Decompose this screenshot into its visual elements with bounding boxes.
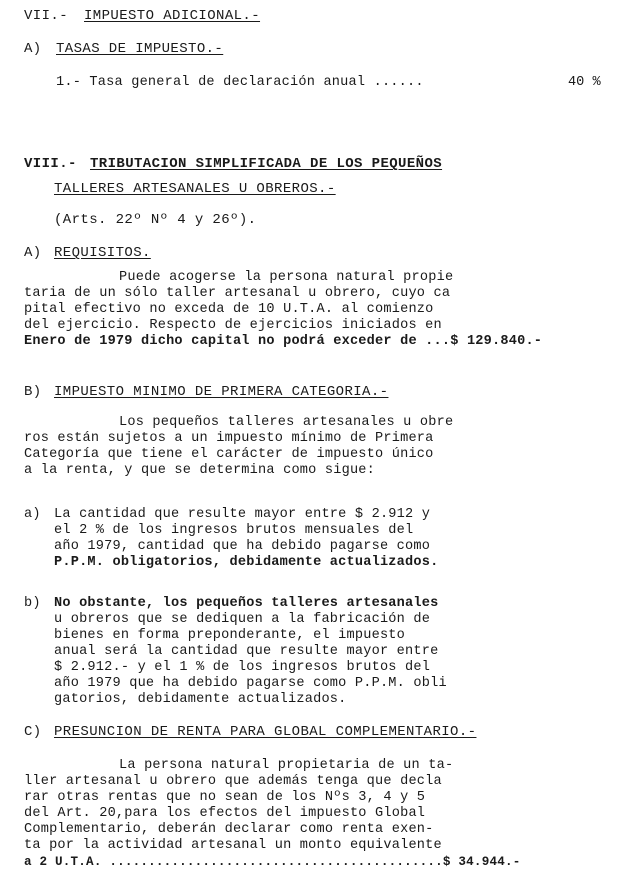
- section-7-a-label: A): [24, 41, 42, 57]
- item-a-line: el 2 % de los ingresos brutos mensuales del: [54, 523, 414, 538]
- item-b-label: b): [24, 596, 41, 611]
- impuesto-minimo-line: a la renta, y que se determina como sigue:: [24, 463, 376, 478]
- item-b-line: u obreros que se dediquen a la fabricación de: [54, 612, 431, 627]
- item-b-line: gatorios, debidamente actualizados.: [54, 692, 347, 707]
- section-8-articles: (Arts. 22º Nº 4 y 26º).: [54, 212, 257, 228]
- section-7-number: VII.-: [24, 8, 69, 24]
- subsection-c-title: PRESUNCION DE RENTA PARA GLOBAL COMPLEMENTARIO.-: [54, 724, 477, 740]
- subsection-a-title: REQUISITOS.: [54, 245, 151, 261]
- item-b-line: año 1979 que ha debido pagarse como P.P.M. obli: [54, 676, 447, 691]
- section-7-title: IMPUESTO ADICIONAL.-: [84, 8, 261, 24]
- presuncion-line: ta por la actividad artesanal un monto equivalente: [24, 838, 442, 853]
- section-8-title-line-2: TALLERES ARTESANALES U OBREROS.-: [54, 181, 336, 197]
- section-7-a-title: TASAS DE IMPUESTO.-: [56, 41, 224, 57]
- presuncion-line: Complementario, deberán declarar como renta exen-: [24, 822, 434, 837]
- item-a-line: La cantidad que resulte mayor entre $ 2.912 y: [54, 507, 431, 522]
- impuesto-minimo-line: Los pequeños talleres artesanales u obre: [119, 415, 454, 430]
- item-b-line: anual será la cantidad que resulte mayor entre: [54, 644, 439, 659]
- subsection-c-label: C): [24, 724, 42, 740]
- section-8-number: VIII.-: [24, 156, 77, 172]
- item-b-line: No obstante, los pequeños talleres artesanales: [54, 596, 439, 611]
- requisitos-line: pital efectivo no exceda de 10 U.T.A. al comienzo: [24, 302, 434, 317]
- presuncion-line: rar otras rentas que no sean de los Nºs 3, 4 y 5: [24, 790, 426, 805]
- section-7-item-1: 1.- Tasa general de declaración anual ......: [56, 75, 424, 90]
- item-a-label: a): [24, 507, 41, 522]
- requisitos-line: taria de un sólo taller artesanal u obrero, cuyo ca: [24, 286, 451, 301]
- presuncion-line: del Art. 20,para los efectos del impuesto Global: [24, 806, 426, 821]
- item-a-line: P.P.M. obligatorios, debidamente actualizados.: [54, 555, 439, 570]
- item-b-line: bienes en forma preponderante, el impuesto: [54, 628, 406, 643]
- item-a-line: año 1979, cantidad que ha debido pagarse como: [54, 539, 431, 554]
- presuncion-line: La persona natural propietaria de un ta-: [119, 758, 454, 773]
- presuncion-line: ller artesanal u obrero que además tenga que decla: [24, 774, 442, 789]
- section-8-title-line-1: TRIBUTACION SIMPLIFICADA DE LOS PEQUEÑOS: [90, 156, 443, 172]
- requisitos-line: Puede acogerse la persona natural propie: [119, 270, 454, 285]
- presuncion-line: a 2 U.T.A. ...........................................$ 34.944.-: [24, 855, 521, 869]
- subsection-b-title: IMPUESTO MINIMO DE PRIMERA CATEGORIA.-: [54, 384, 389, 400]
- requisitos-line: Enero de 1979 dicho capital no podrá exceder de ...$ 129.840.-: [24, 334, 543, 349]
- item-b-line: $ 2.912.- y el 1 % de los ingresos brutos del: [54, 660, 431, 675]
- impuesto-minimo-line: Categoría que tiene el carácter de impuesto único: [24, 447, 434, 462]
- requisitos-line: del ejercicio. Respecto de ejercicios iniciados en: [24, 318, 442, 333]
- section-7-item-1-value: 40 %: [568, 75, 601, 90]
- impuesto-minimo-line: ros están sujetos a un impuesto mínimo de Primera: [24, 431, 434, 446]
- subsection-b-label: B): [24, 384, 42, 400]
- subsection-a-label: A): [24, 245, 42, 261]
